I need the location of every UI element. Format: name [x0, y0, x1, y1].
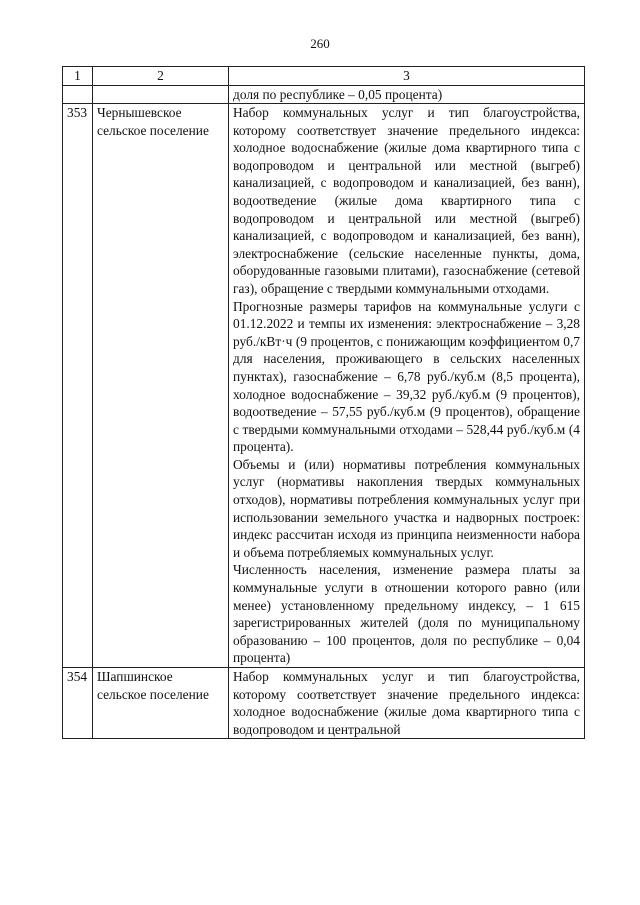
paragraph-services-set: Набор коммунальных услуг и тип благоустройства, которому соответствует значение предельного индекса: холодное водоснабжение (жилые дома квартирного типа с водопроводом и центральной или местной (выгреб) канализацией, с водопроводом и канализацией, без ванн), водоотведение (жилые дома квартирного типа с водопроводом и центральной или местной (выгреб) канализацией, с водопроводом и канализацией, без ванн), электроснабжение (сельские населенные пункты, дома, оборудованные газовыми плитами), газоснабжение (сетевой газ), обращение с твердыми коммунальными отходами.	[233, 105, 580, 296]
settlement-name: Чернышевское сельское поселение	[93, 104, 229, 668]
row-number: 354	[63, 668, 93, 739]
table-header-row	[63, 67, 585, 86]
header-col-3: 3	[229, 67, 585, 86]
paragraph-tariffs: Прогнозные размеры тарифов на коммунальные услуги с 01.12.2022 и темпы их изменения: электроснабжение – 3,28 руб./кВт·ч (9 процентов, с понижающим коэффициентом 0,7 для населения, проживающего в сельских населенных пунктах), газоснабжение – 6,78 руб./куб.м (8,5 процента), холодное водоснабжение – 39,32 руб./куб.м (9 процентов), водоотведение – 57,55 руб./куб.м (9 процентов), обращение с твердыми коммунальными отходами – 528,44 руб./куб.м (4 процента).	[233, 298, 580, 455]
description-cell	[229, 668, 585, 739]
table-row	[63, 104, 585, 668]
header-col-1: 1	[63, 67, 93, 86]
continuation-row	[63, 86, 585, 104]
page-number: 260	[310, 36, 330, 51]
continuation-text-cell	[229, 86, 585, 104]
continuation-text: доля по республике – 0,05 процента)	[233, 87, 443, 102]
settlement-name: Шапшинское сельское поселение	[93, 668, 229, 739]
continuation-name-cell	[93, 86, 229, 104]
paragraph-population: Численность населения, изменение размера платы за коммунальные услуги в отношении которого равно (или менее) установленному предельному индексу, – 1 615 зарегистрированных жителей (доля по муниципальному образованию – 100 процентов, доля по республике – 0,04 процента)	[233, 562, 580, 666]
paragraph-volumes: Объемы и (или) нормативы потребления коммунальных услуг (нормативы накопления твердых коммунальных отходов), нормативы потребления коммунальных услуг при использовании земельного участка и надворных построек: индекс рассчитан исходя из принципа неизменности набора и объема потребляемых коммунальных услуг.	[233, 456, 580, 560]
header-col-2: 2	[93, 67, 229, 86]
description-cell	[229, 104, 585, 668]
document-table	[62, 66, 585, 739]
table-row	[63, 668, 585, 739]
row-number: 353	[63, 104, 93, 668]
continuation-number-cell	[63, 86, 93, 104]
paragraph-services-set: Набор коммунальных услуг и тип благоустройства, которому соответствует значение предельного индекса: холодное водоснабжение (жилые дома квартирного типа с водопроводом и центральной	[233, 669, 580, 737]
